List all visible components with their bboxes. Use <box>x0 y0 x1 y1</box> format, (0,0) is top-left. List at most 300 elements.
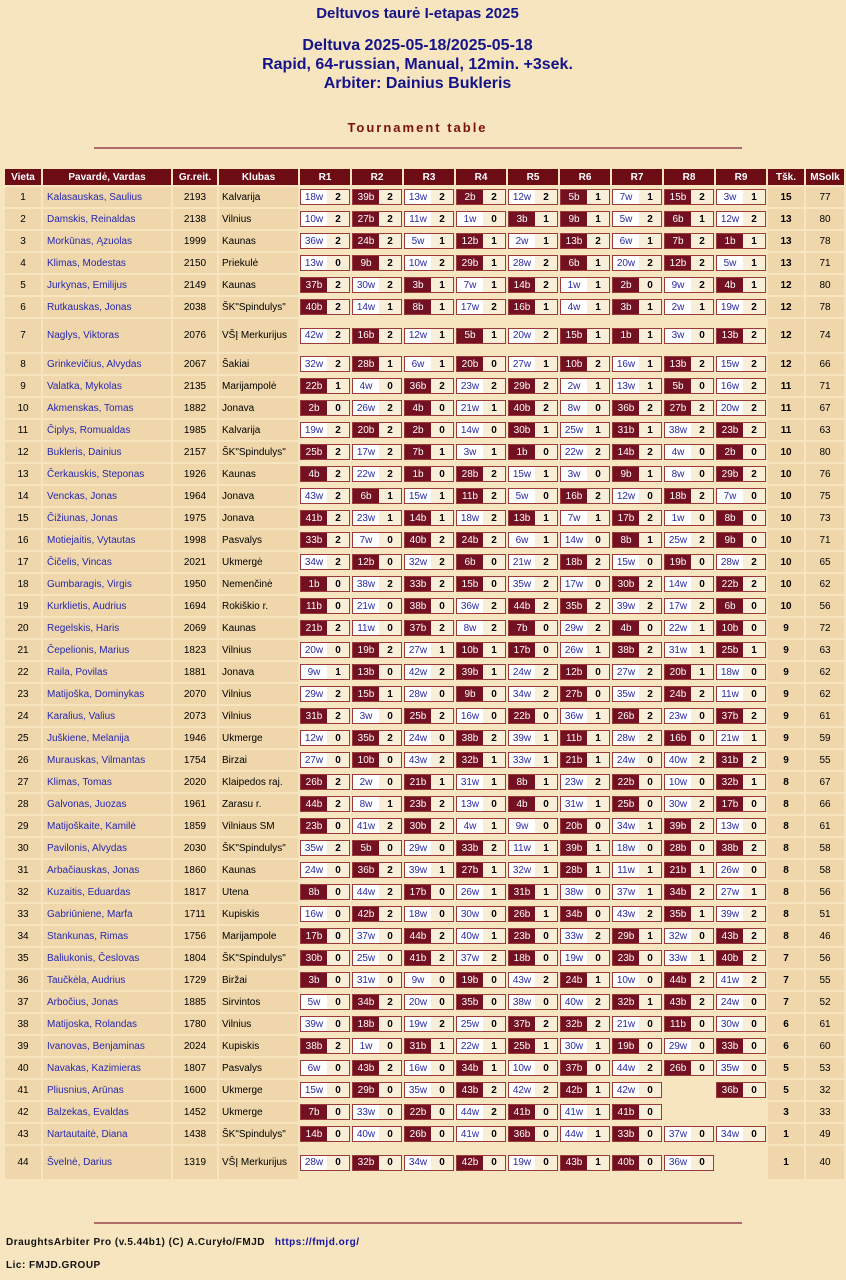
opponent-color[interactable]: 34w <box>613 819 639 833</box>
opponent-color[interactable]: 28b <box>353 357 379 371</box>
opponent-color[interactable]: 43w <box>301 489 327 503</box>
opponent-color[interactable]: 15w <box>405 489 431 503</box>
opponent-color[interactable]: 11b <box>561 731 587 745</box>
opponent-color[interactable]: 22b <box>301 379 327 393</box>
opponent-color[interactable]: 24w <box>509 665 535 679</box>
player-name-link[interactable]: Kurklietis, Audrius <box>43 596 171 616</box>
opponent-color[interactable]: 16w <box>613 357 639 371</box>
opponent-color[interactable]: 34w <box>405 1156 431 1170</box>
opponent-color[interactable]: 33w <box>353 1105 379 1119</box>
opponent-color[interactable]: 10w <box>301 212 327 226</box>
opponent-color[interactable]: 22b <box>717 577 743 591</box>
opponent-color[interactable]: 20w <box>613 256 639 270</box>
player-name-link[interactable]: Kalasauskas, Saulius <box>43 187 171 207</box>
opponent-color[interactable]: 42b <box>561 1083 587 1097</box>
opponent-color[interactable]: 11b <box>457 489 483 503</box>
opponent-color[interactable]: 2w <box>665 300 691 314</box>
opponent-color[interactable]: 10b <box>561 357 587 371</box>
opponent-color[interactable]: 8b <box>509 775 535 789</box>
opponent-color[interactable]: 25b <box>509 1039 535 1053</box>
opponent-color[interactable]: 34w <box>301 555 327 569</box>
opponent-color[interactable]: 1w <box>457 212 483 226</box>
opponent-color[interactable]: 41w <box>457 1127 483 1141</box>
opponent-color[interactable]: 5b <box>457 329 483 343</box>
opponent-color[interactable]: 36b <box>405 379 431 393</box>
opponent-color[interactable]: 9w <box>405 973 431 987</box>
opponent-color[interactable]: 33b <box>613 1127 639 1141</box>
opponent-color[interactable]: 28b <box>457 467 483 481</box>
opponent-color[interactable]: 21b <box>405 775 431 789</box>
opponent-color[interactable]: 25b <box>717 643 743 657</box>
opponent-color[interactable]: 35w <box>509 577 535 591</box>
opponent-color[interactable]: 33b <box>717 1039 743 1053</box>
opponent-color[interactable]: 37w <box>457 951 483 965</box>
opponent-color[interactable]: 35w <box>405 1083 431 1097</box>
opponent-color[interactable]: 2b <box>301 401 327 415</box>
opponent-color[interactable]: 7w <box>561 511 587 525</box>
opponent-color[interactable]: 13w <box>301 256 327 270</box>
opponent-color[interactable]: 18w <box>457 511 483 525</box>
opponent-color[interactable]: 30w <box>457 907 483 921</box>
opponent-color[interactable]: 43b <box>353 1061 379 1075</box>
opponent-color[interactable]: 14w <box>353 300 379 314</box>
opponent-color[interactable]: 36w <box>665 1156 691 1170</box>
opponent-color[interactable]: 16b <box>509 300 535 314</box>
opponent-color[interactable]: 33b <box>457 841 483 855</box>
opponent-color[interactable]: 27b <box>353 212 379 226</box>
opponent-color[interactable]: 41w <box>353 819 379 833</box>
player-name-link[interactable]: Gabriūniene, Marfa <box>43 904 171 924</box>
opponent-color[interactable]: 27w <box>301 753 327 767</box>
opponent-color[interactable]: 32b <box>457 753 483 767</box>
opponent-color[interactable]: 26b <box>405 1127 431 1141</box>
opponent-color[interactable]: 6w <box>301 1061 327 1075</box>
opponent-color[interactable]: 12w <box>717 212 743 226</box>
player-name-link[interactable]: Jurkynas, Emilijus <box>43 275 171 295</box>
opponent-color[interactable]: 33b <box>301 533 327 547</box>
opponent-color[interactable]: 12w <box>509 190 535 204</box>
opponent-color[interactable]: 18b <box>561 555 587 569</box>
opponent-color[interactable]: 15b <box>353 687 379 701</box>
opponent-color[interactable]: 23b <box>613 951 639 965</box>
opponent-color[interactable]: 14w <box>457 423 483 437</box>
opponent-color[interactable]: 40b <box>301 300 327 314</box>
opponent-color[interactable]: 12w <box>301 731 327 745</box>
opponent-color[interactable]: 17b <box>405 885 431 899</box>
opponent-color[interactable]: 15b <box>665 190 691 204</box>
opponent-color[interactable]: 29b <box>457 256 483 270</box>
player-name-link[interactable]: Regelskis, Haris <box>43 618 171 638</box>
opponent-color[interactable]: 30b <box>405 819 431 833</box>
opponent-color[interactable]: 33w <box>561 929 587 943</box>
opponent-color[interactable]: 40b <box>405 533 431 547</box>
opponent-color[interactable]: 23b <box>509 929 535 943</box>
opponent-color[interactable]: 37b <box>717 709 743 723</box>
opponent-color[interactable]: 4w <box>665 445 691 459</box>
opponent-color[interactable]: 28w <box>301 1156 327 1170</box>
opponent-color[interactable]: 40b <box>509 401 535 415</box>
opponent-color[interactable]: 35b <box>665 907 691 921</box>
opponent-color[interactable]: 31b <box>405 1039 431 1053</box>
opponent-color[interactable]: 25b <box>405 709 431 723</box>
opponent-color[interactable]: 32b <box>561 1017 587 1031</box>
opponent-color[interactable]: 17b <box>301 929 327 943</box>
opponent-color[interactable]: 15b <box>457 577 483 591</box>
opponent-color[interactable]: 24b <box>353 234 379 248</box>
opponent-color[interactable]: 42w <box>613 1083 639 1097</box>
opponent-color[interactable]: 32b <box>353 1156 379 1170</box>
opponent-color[interactable]: 27w <box>717 885 743 899</box>
opponent-color[interactable]: 5w <box>509 489 535 503</box>
opponent-color[interactable]: 21b <box>561 753 587 767</box>
opponent-color[interactable]: 44b <box>405 929 431 943</box>
opponent-color[interactable]: 25w <box>561 423 587 437</box>
opponent-color[interactable]: 1b <box>405 467 431 481</box>
opponent-color[interactable]: 11b <box>665 1017 691 1031</box>
opponent-color[interactable]: 10w <box>665 775 691 789</box>
opponent-color[interactable]: 28b <box>665 841 691 855</box>
player-name-link[interactable]: Kuzaitis, Eduardas <box>43 882 171 902</box>
opponent-color[interactable]: 16w <box>717 379 743 393</box>
opponent-color[interactable]: 44b <box>301 797 327 811</box>
opponent-color[interactable]: 9w <box>665 278 691 292</box>
opponent-color[interactable]: 35w <box>301 841 327 855</box>
opponent-color[interactable]: 40w <box>457 929 483 943</box>
opponent-color[interactable]: 39b <box>353 190 379 204</box>
opponent-color[interactable]: 8w <box>665 467 691 481</box>
opponent-color[interactable]: 26w <box>353 401 379 415</box>
opponent-color[interactable]: 30w <box>353 278 379 292</box>
opponent-color[interactable]: 8w <box>561 401 587 415</box>
opponent-color[interactable]: 20b <box>561 819 587 833</box>
opponent-color[interactable]: 11w <box>613 863 639 877</box>
opponent-color[interactable]: 21w <box>457 401 483 415</box>
opponent-color[interactable]: 44b <box>665 973 691 987</box>
opponent-color[interactable]: 28w <box>717 555 743 569</box>
opponent-color[interactable]: 6b <box>353 489 379 503</box>
opponent-color[interactable]: 29b <box>353 1083 379 1097</box>
opponent-color[interactable]: 11w <box>717 687 743 701</box>
opponent-color[interactable]: 39w <box>717 907 743 921</box>
player-name-link[interactable]: Čičelis, Vincas <box>43 552 171 572</box>
opponent-color[interactable]: 23w <box>561 775 587 789</box>
opponent-color[interactable]: 3b <box>301 973 327 987</box>
opponent-color[interactable]: 22w <box>457 1039 483 1053</box>
opponent-color[interactable]: 6w <box>509 533 535 547</box>
opponent-color[interactable]: 20w <box>509 329 535 343</box>
opponent-color[interactable]: 28w <box>405 687 431 701</box>
player-name-link[interactable]: Naglys, Viktoras <box>43 319 171 352</box>
opponent-color[interactable]: 34w <box>509 687 535 701</box>
opponent-color[interactable]: 6b <box>717 599 743 613</box>
opponent-color[interactable]: 31b <box>509 885 535 899</box>
opponent-color[interactable]: 41w <box>561 1105 587 1119</box>
opponent-color[interactable]: 16b <box>561 489 587 503</box>
opponent-color[interactable]: 19b <box>613 1039 639 1053</box>
opponent-color[interactable]: 15w <box>613 555 639 569</box>
player-name-link[interactable]: Karalius, Valius <box>43 706 171 726</box>
opponent-color[interactable]: 36b <box>509 1127 535 1141</box>
opponent-color[interactable]: 10b <box>353 753 379 767</box>
opponent-color[interactable]: 16w <box>457 709 483 723</box>
opponent-color[interactable]: 37w <box>613 885 639 899</box>
opponent-color[interactable]: 37b <box>561 1061 587 1075</box>
opponent-color[interactable]: 18w <box>717 665 743 679</box>
opponent-color[interactable]: 11w <box>509 841 535 855</box>
opponent-color[interactable]: 4w <box>353 379 379 393</box>
opponent-color[interactable]: 38b <box>457 731 483 745</box>
opponent-color[interactable]: 30w <box>561 1039 587 1053</box>
opponent-color[interactable]: 29b <box>613 929 639 943</box>
player-name-link[interactable]: Akmenskas, Tomas <box>43 398 171 418</box>
opponent-color[interactable]: 26b <box>613 709 639 723</box>
opponent-color[interactable]: 21w <box>509 555 535 569</box>
opponent-color[interactable]: 16w <box>301 907 327 921</box>
opponent-color[interactable]: 23w <box>353 511 379 525</box>
opponent-color[interactable]: 19b <box>353 643 379 657</box>
opponent-color[interactable]: 14b <box>301 1127 327 1141</box>
opponent-color[interactable]: 37w <box>665 1127 691 1141</box>
opponent-color[interactable]: 28w <box>509 256 535 270</box>
opponent-color[interactable]: 36b <box>613 401 639 415</box>
opponent-color[interactable]: 14b <box>509 278 535 292</box>
opponent-color[interactable]: 25b <box>613 797 639 811</box>
opponent-color[interactable]: 32w <box>509 863 535 877</box>
opponent-color[interactable]: 38b <box>405 599 431 613</box>
opponent-color[interactable]: 20b <box>457 357 483 371</box>
player-name-link[interactable]: Taučkėla, Audrius <box>43 970 171 990</box>
opponent-color[interactable]: 29w <box>301 687 327 701</box>
opponent-color[interactable]: 26w <box>457 885 483 899</box>
opponent-color[interactable]: 12w <box>613 489 639 503</box>
opponent-color[interactable]: 20w <box>301 643 327 657</box>
opponent-color[interactable]: 27w <box>613 665 639 679</box>
player-name-link[interactable]: Baliukonis, Česlovas <box>43 948 171 968</box>
opponent-color[interactable]: 12b <box>353 555 379 569</box>
opponent-color[interactable]: 32b <box>613 995 639 1009</box>
player-name-link[interactable]: Galvonas, Juozas <box>43 794 171 814</box>
opponent-color[interactable]: 5b <box>561 190 587 204</box>
opponent-color[interactable]: 27b <box>457 863 483 877</box>
opponent-color[interactable]: 43b <box>457 1083 483 1097</box>
opponent-color[interactable]: 9b <box>613 467 639 481</box>
opponent-color[interactable]: 40b <box>613 1156 639 1170</box>
opponent-color[interactable]: 44w <box>353 885 379 899</box>
player-name-link[interactable]: Grinkevičius, Alvydas <box>43 354 171 374</box>
opponent-color[interactable]: 13w <box>405 190 431 204</box>
opponent-color[interactable]: 35w <box>613 687 639 701</box>
opponent-color[interactable]: 39w <box>301 1017 327 1031</box>
opponent-color[interactable]: 25w <box>665 533 691 547</box>
opponent-color[interactable]: 28b <box>561 863 587 877</box>
opponent-color[interactable]: 21w <box>353 599 379 613</box>
opponent-color[interactable]: 35b <box>457 995 483 1009</box>
opponent-color[interactable]: 28w <box>613 731 639 745</box>
opponent-color[interactable]: 1w <box>665 511 691 525</box>
opponent-color[interactable]: 36w <box>457 599 483 613</box>
opponent-color[interactable]: 17w <box>561 577 587 591</box>
opponent-color[interactable]: 34b <box>457 1061 483 1075</box>
opponent-color[interactable]: 41w <box>717 973 743 987</box>
opponent-color[interactable]: 30b <box>509 423 535 437</box>
opponent-color[interactable]: 6b <box>561 256 587 270</box>
opponent-color[interactable]: 33w <box>509 753 535 767</box>
opponent-color[interactable]: 40b <box>717 951 743 965</box>
opponent-color[interactable]: 35b <box>353 731 379 745</box>
player-name-link[interactable]: Matijoska, Rolandas <box>43 1014 171 1034</box>
opponent-color[interactable]: 1b <box>301 577 327 591</box>
opponent-color[interactable]: 33w <box>665 951 691 965</box>
opponent-color[interactable]: 18w <box>405 907 431 921</box>
opponent-color[interactable]: 17w <box>353 445 379 459</box>
opponent-color[interactable]: 44w <box>457 1105 483 1119</box>
player-name-link[interactable]: Murauskas, Vilmantas <box>43 750 171 770</box>
opponent-color[interactable]: 34b <box>665 885 691 899</box>
opponent-color[interactable]: 11b <box>301 599 327 613</box>
opponent-color[interactable]: 4b <box>717 278 743 292</box>
player-name-link[interactable]: Čerkauskis, Steponas <box>43 464 171 484</box>
opponent-color[interactable]: 20w <box>717 401 743 415</box>
opponent-color[interactable]: 9b <box>561 212 587 226</box>
player-name-link[interactable]: Pavilonis, Alvydas <box>43 838 171 858</box>
opponent-color[interactable]: 2w <box>509 234 535 248</box>
opponent-color[interactable]: 9b <box>717 533 743 547</box>
opponent-color[interactable]: 1w <box>353 1039 379 1053</box>
opponent-color[interactable]: 8b <box>717 511 743 525</box>
player-name-link[interactable]: Arbočius, Jonas <box>43 992 171 1012</box>
opponent-color[interactable]: 30b <box>613 577 639 591</box>
opponent-color[interactable]: 24w <box>717 995 743 1009</box>
opponent-color[interactable]: 10b <box>457 643 483 657</box>
opponent-color[interactable]: 3w <box>561 467 587 481</box>
opponent-color[interactable]: 42w <box>405 665 431 679</box>
opponent-color[interactable]: 23b <box>717 423 743 437</box>
opponent-color[interactable]: 32b <box>717 775 743 789</box>
opponent-color[interactable]: 37b <box>301 278 327 292</box>
opponent-color[interactable]: 20w <box>405 995 431 1009</box>
opponent-color[interactable]: 2b <box>717 445 743 459</box>
player-name-link[interactable]: Bukleris, Dainius <box>43 442 171 462</box>
opponent-color[interactable]: 2b <box>457 190 483 204</box>
opponent-color[interactable]: 37w <box>353 929 379 943</box>
opponent-color[interactable]: 17w <box>457 300 483 314</box>
opponent-color[interactable]: 8b <box>613 533 639 547</box>
opponent-color[interactable]: 3b <box>509 212 535 226</box>
opponent-color[interactable]: 20b <box>665 665 691 679</box>
opponent-color[interactable]: 43b <box>665 995 691 1009</box>
opponent-color[interactable]: 23w <box>457 379 483 393</box>
opponent-color[interactable]: 8w <box>353 797 379 811</box>
opponent-color[interactable]: 2w <box>561 379 587 393</box>
opponent-color[interactable]: 10w <box>509 1061 535 1075</box>
opponent-color[interactable]: 17w <box>665 599 691 613</box>
player-name-link[interactable]: Ivanovas, Benjaminas <box>43 1036 171 1056</box>
opponent-color[interactable]: 31w <box>353 973 379 987</box>
opponent-color[interactable]: 27b <box>665 401 691 415</box>
opponent-color[interactable]: 9b <box>457 687 483 701</box>
opponent-color[interactable]: 17b <box>509 643 535 657</box>
opponent-color[interactable]: 32w <box>301 357 327 371</box>
opponent-color[interactable]: 21w <box>613 1017 639 1031</box>
opponent-color[interactable]: 26b <box>301 775 327 789</box>
opponent-color[interactable]: 9w <box>301 665 327 679</box>
player-name-link[interactable]: Navakas, Kazimieras <box>43 1058 171 1078</box>
opponent-color[interactable]: 24b <box>457 533 483 547</box>
opponent-color[interactable]: 2b <box>613 278 639 292</box>
opponent-color[interactable]: 4b <box>509 797 535 811</box>
opponent-color[interactable]: 3w <box>353 709 379 723</box>
opponent-color[interactable]: 27w <box>509 357 535 371</box>
player-name-link[interactable]: Švelnė, Darius <box>43 1146 171 1179</box>
opponent-color[interactable]: 20b <box>353 423 379 437</box>
opponent-color[interactable]: 40w <box>353 1127 379 1141</box>
opponent-color[interactable]: 39w <box>509 731 535 745</box>
opponent-color[interactable]: 21b <box>301 621 327 635</box>
opponent-color[interactable]: 23w <box>665 709 691 723</box>
opponent-color[interactable]: 38b <box>613 643 639 657</box>
opponent-color[interactable]: 12b <box>665 256 691 270</box>
opponent-color[interactable]: 31b <box>613 423 639 437</box>
opponent-color[interactable]: 29w <box>405 841 431 855</box>
player-name-link[interactable]: Morkūnas, Ązuolas <box>43 231 171 251</box>
player-name-link[interactable]: Venckas, Jonas <box>43 486 171 506</box>
opponent-color[interactable]: 19b <box>665 555 691 569</box>
opponent-color[interactable]: 27w <box>405 643 431 657</box>
opponent-color[interactable]: 10b <box>717 621 743 635</box>
opponent-color[interactable]: 5w <box>301 995 327 1009</box>
opponent-color[interactable]: 38b <box>717 841 743 855</box>
opponent-color[interactable]: 41b <box>301 511 327 525</box>
player-name-link[interactable]: Valatka, Mykolas <box>43 376 171 396</box>
opponent-color[interactable]: 14b <box>613 445 639 459</box>
opponent-color[interactable]: 26b <box>665 1061 691 1075</box>
opponent-color[interactable]: 7b <box>509 621 535 635</box>
opponent-color[interactable]: 24b <box>561 973 587 987</box>
opponent-color[interactable]: 29b <box>717 467 743 481</box>
opponent-color[interactable]: 21w <box>717 731 743 745</box>
opponent-color[interactable]: 39b <box>457 665 483 679</box>
opponent-color[interactable]: 5w <box>717 256 743 270</box>
opponent-color[interactable]: 5b <box>353 841 379 855</box>
opponent-color[interactable]: 36w <box>301 234 327 248</box>
opponent-color[interactable]: 14w <box>665 577 691 591</box>
opponent-color[interactable]: 12b <box>457 234 483 248</box>
opponent-color[interactable]: 13b <box>717 329 743 343</box>
opponent-color[interactable]: 11w <box>405 212 431 226</box>
opponent-color[interactable]: 42b <box>353 907 379 921</box>
opponent-color[interactable]: 15b <box>561 329 587 343</box>
opponent-color[interactable]: 34w <box>717 1127 743 1141</box>
opponent-color[interactable]: 29w <box>665 1039 691 1053</box>
opponent-color[interactable]: 42w <box>509 1083 535 1097</box>
opponent-color[interactable]: 38b <box>301 1039 327 1053</box>
opponent-color[interactable]: 11w <box>353 621 379 635</box>
opponent-color[interactable]: 19w <box>405 1017 431 1031</box>
player-name-link[interactable]: Matijoškaite, Kamilė <box>43 816 171 836</box>
opponent-color[interactable]: 25w <box>457 1017 483 1031</box>
opponent-color[interactable]: 12w <box>405 329 431 343</box>
opponent-color[interactable]: 13b <box>665 357 691 371</box>
opponent-color[interactable]: 5b <box>665 379 691 393</box>
player-name-link[interactable]: Damskis, Reinaldas <box>43 209 171 229</box>
opponent-color[interactable]: 22w <box>561 445 587 459</box>
opponent-color[interactable]: 1b <box>717 234 743 248</box>
opponent-color[interactable]: 13w <box>613 379 639 393</box>
opponent-color[interactable]: 41b <box>509 1105 535 1119</box>
opponent-color[interactable]: 30w <box>665 797 691 811</box>
player-name-link[interactable]: Rutkauskas, Jonas <box>43 297 171 317</box>
player-name-link[interactable]: Nartautaitė, Diana <box>43 1124 171 1144</box>
